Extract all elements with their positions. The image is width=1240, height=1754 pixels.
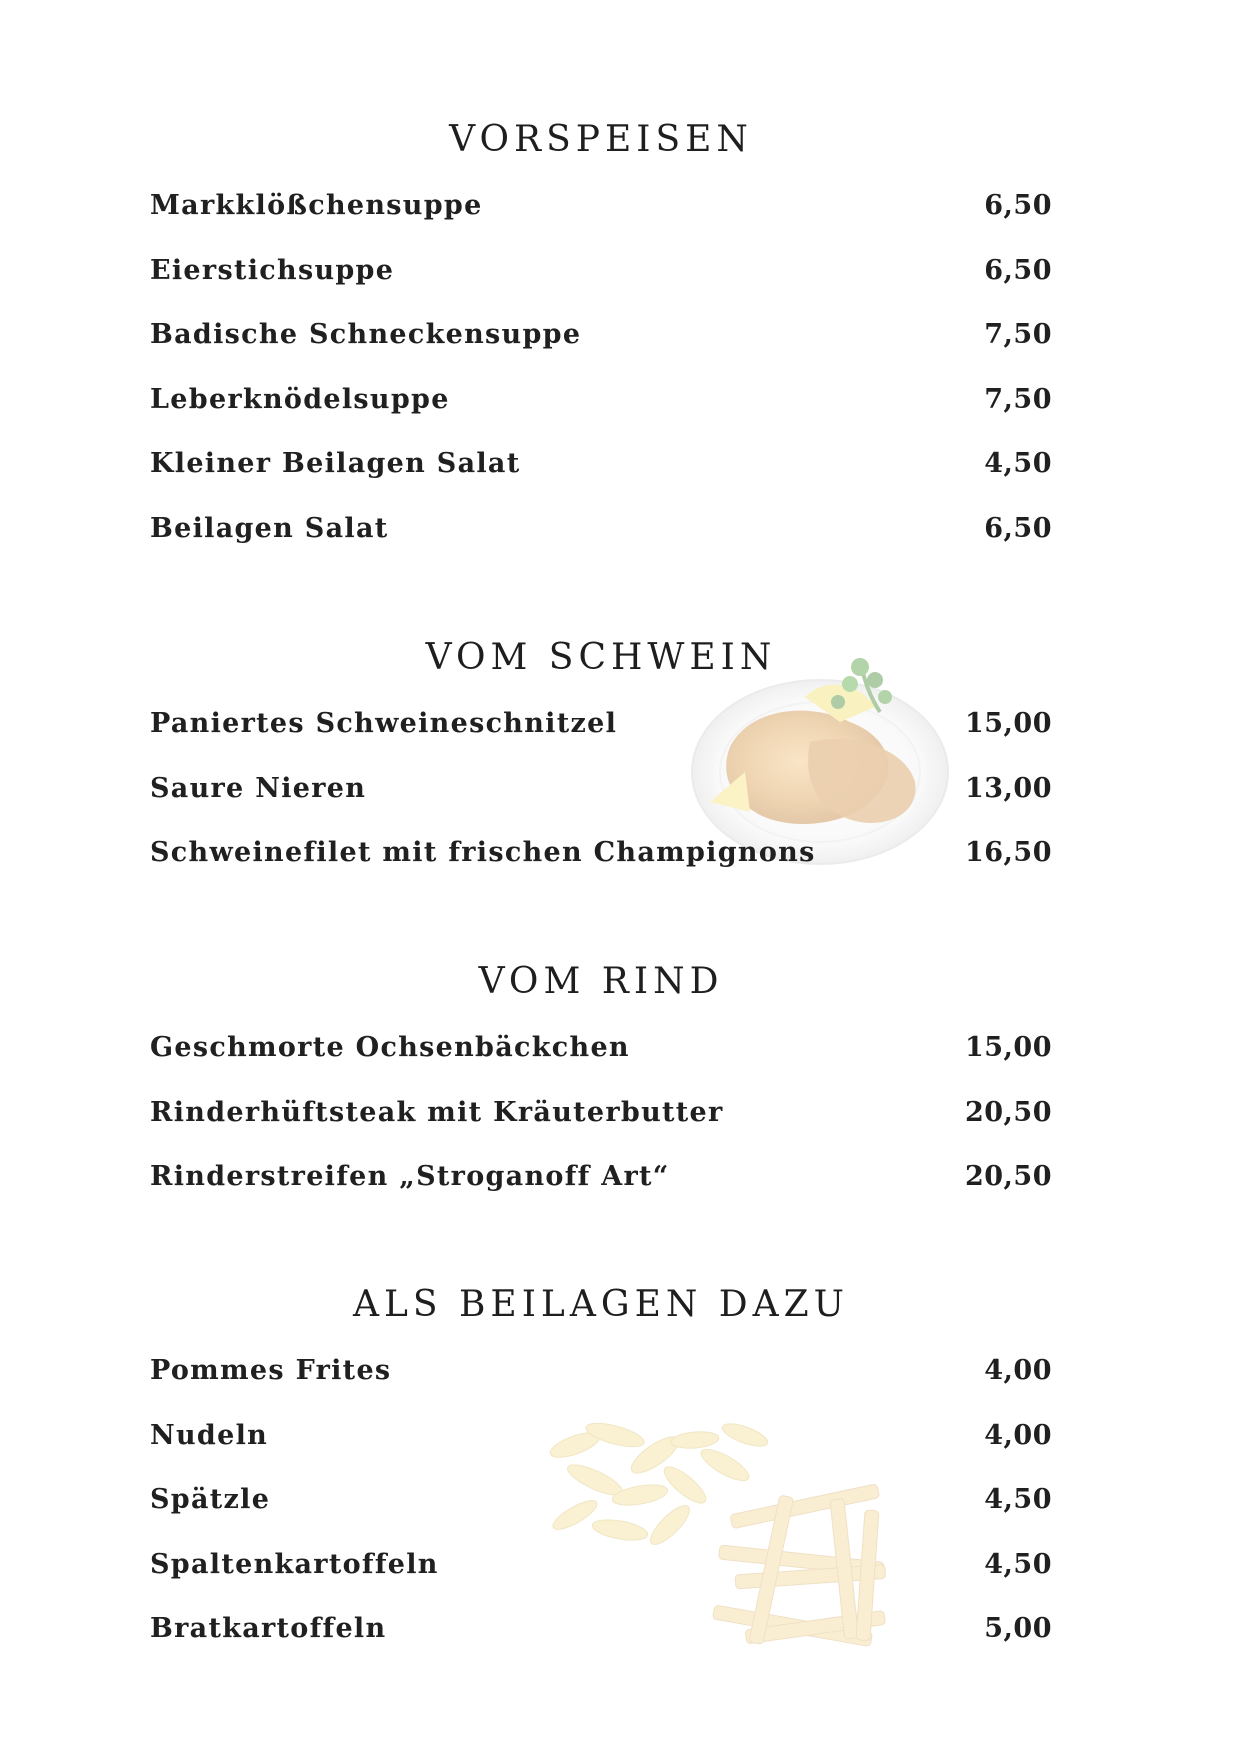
item-price: 4,00 bbox=[984, 1355, 1052, 1386]
item-name: Eierstichsuppe bbox=[150, 254, 395, 286]
item-price: 6,50 bbox=[984, 190, 1052, 221]
item-price: 6,50 bbox=[984, 512, 1052, 544]
menu-item bbox=[150, 251, 1052, 316]
item-price: 6,50 bbox=[984, 254, 1052, 286]
item-name: Saure Nieren bbox=[150, 772, 367, 804]
item-name: Badische Schneckensuppe bbox=[150, 319, 582, 350]
item-price: 13,00 bbox=[964, 772, 1052, 804]
item-name: Bratkartoffeln bbox=[150, 1613, 387, 1644]
section-title: ALS BEILAGEN DAZU bbox=[352, 1284, 850, 1325]
item-name: Geschmorte Ochsenbäckchen bbox=[150, 1032, 630, 1063]
item-name: Spätzle bbox=[150, 1484, 271, 1515]
item-price: 15,00 bbox=[964, 708, 1052, 739]
item-price: 4,50 bbox=[984, 448, 1052, 479]
section-vorspeisen bbox=[150, 118, 1052, 573]
section-title: VOM RIND bbox=[478, 961, 724, 1002]
section-vom-rind bbox=[150, 960, 1052, 1222]
item-name: Schweinefilet mit frischen Champignons bbox=[150, 837, 816, 868]
section-title: VOM SCHWEIN bbox=[425, 637, 777, 678]
menu-item bbox=[150, 1351, 1052, 1416]
item-price: 7,50 bbox=[984, 319, 1052, 350]
menu-item bbox=[150, 315, 1052, 380]
menu-item bbox=[150, 1545, 1052, 1610]
item-price: 16,50 bbox=[964, 837, 1052, 868]
item-name: Rinderhüftsteak mit Kräuterbutter bbox=[150, 1096, 724, 1128]
menu-item bbox=[150, 186, 1052, 251]
item-price: 4,00 bbox=[984, 1419, 1052, 1451]
item-name: Spaltenkartoffeln bbox=[150, 1548, 439, 1580]
menu-item bbox=[150, 769, 1052, 834]
section-title: VORSPEISEN bbox=[449, 119, 753, 160]
item-price: 15,00 bbox=[964, 1032, 1052, 1063]
item-name: Beilagen Salat bbox=[150, 512, 389, 544]
item-name: Rinderstreifen „Stroganoff Art“ bbox=[150, 1161, 670, 1192]
item-price: 4,50 bbox=[984, 1484, 1052, 1515]
item-name: Nudeln bbox=[150, 1419, 269, 1451]
menu-item bbox=[150, 509, 1052, 574]
section-als-beilagen-dazu bbox=[150, 1283, 1052, 1674]
item-price: 5,00 bbox=[984, 1613, 1052, 1644]
menu-item bbox=[150, 1416, 1052, 1481]
menu-item bbox=[150, 1157, 1052, 1222]
item-name: Leberknödelsuppe bbox=[150, 383, 450, 415]
item-name: Pommes Frites bbox=[150, 1355, 392, 1386]
menu-item bbox=[150, 833, 1052, 898]
item-name: Paniertes Schweineschnitzel bbox=[150, 708, 618, 739]
menu-item bbox=[150, 1609, 1052, 1674]
item-price: 7,50 bbox=[984, 383, 1052, 415]
menu-item bbox=[150, 444, 1052, 509]
menu-item bbox=[150, 380, 1052, 445]
item-name: Kleiner Beilagen Salat bbox=[150, 448, 521, 479]
item-price: 20,50 bbox=[964, 1096, 1052, 1128]
menu-item bbox=[150, 1028, 1052, 1093]
item-price: 20,50 bbox=[964, 1161, 1052, 1192]
menu-item bbox=[150, 1093, 1052, 1158]
menu-item bbox=[150, 1480, 1052, 1545]
item-name: Markklößchensuppe bbox=[150, 190, 483, 221]
item-price: 4,50 bbox=[984, 1548, 1052, 1580]
menu-item bbox=[150, 704, 1052, 769]
